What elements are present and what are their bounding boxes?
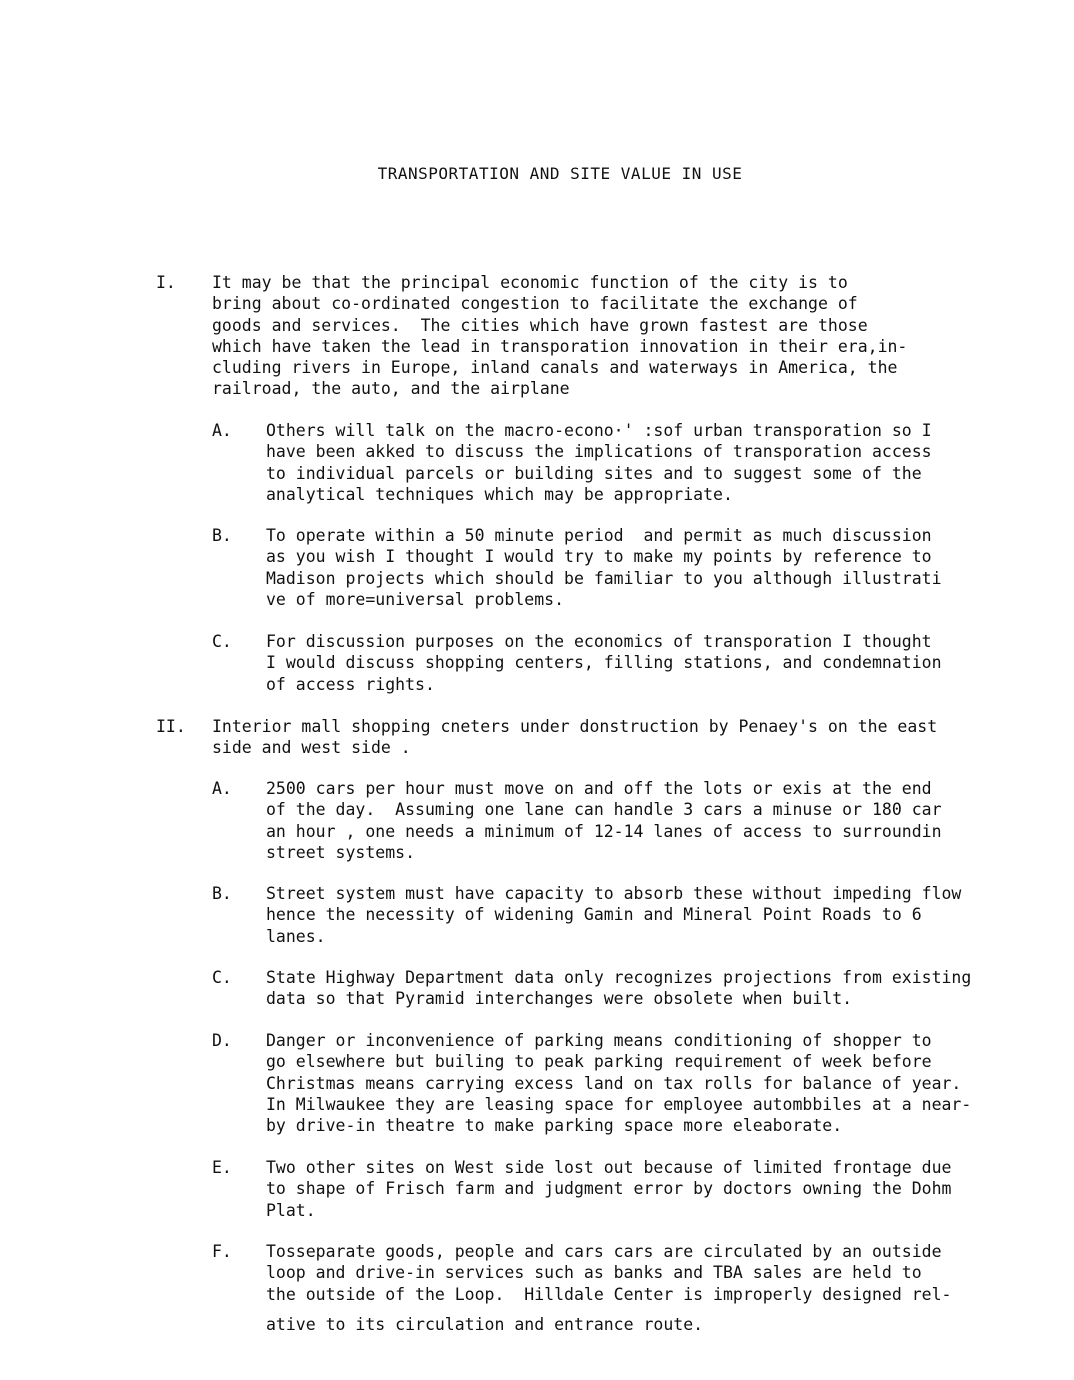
text-line: 2500 cars per hour must move on and off the lots or exis at the end (266, 779, 932, 798)
item-paragraph (266, 420, 932, 505)
text-line: cluding rivers in Europe, inland canals and waterways in America, the (212, 358, 898, 378)
item-letter: B. (212, 884, 232, 903)
text-line: loop and drive-in services such as banks and TBA sales are held to (266, 1263, 922, 1283)
item-paragraph (266, 883, 961, 947)
text-line: For discussion purposes on the economics of transporation I thought (266, 632, 932, 651)
text-line: Tosseparate goods, people and cars cars are circulated by an outside (266, 1242, 942, 1261)
item-paragraph (266, 1241, 951, 1335)
text-line: analytical techniques which may be appropriate. (266, 484, 733, 504)
section-paragraph (212, 272, 907, 400)
item-paragraph (266, 1157, 951, 1221)
text-line: side and west side . (212, 738, 411, 758)
item-letter: C. (212, 632, 232, 651)
text-line: bring about co-ordinated congestion to facilitate the exchange of (212, 294, 858, 314)
item-letter: B. (212, 526, 232, 545)
text-line: Danger or inconvenience of parking means conditioning of shopper to (266, 1031, 932, 1050)
text-line: hence the necessity of widening Gamin and Mineral Point Roads to 6 (266, 905, 922, 925)
page-title: TRANSPORTATION AND SITE VALUE IN USE (377, 164, 743, 183)
text-line: to shape of Frisch farm and judgment error by doctors owning the Dohm (266, 1179, 952, 1199)
item-paragraph (266, 525, 942, 610)
text-line: Christmas means carrying excess land on tax rolls for balance of year. (266, 1073, 962, 1093)
text-line: of access rights. (266, 674, 435, 694)
text-line: In Milwaukee they are leasing space for employee autombbiles at a near- (266, 1094, 972, 1114)
text-line: lanes. (266, 926, 326, 946)
text-line: which have taken the lead in transporation innovation in their era,in- (212, 336, 908, 356)
item-letter: F. (212, 1242, 232, 1261)
text-line: goods and services. The cities which have grown fastest are those (212, 315, 868, 335)
text-line: To operate within a 50 minute period and permit as much discussion (266, 526, 932, 545)
item-paragraph (266, 631, 942, 695)
text-line: Madison projects which should be familiar to you although illustrati (266, 568, 942, 588)
text-line: as you wish I thought I would try to make my points by reference to (266, 547, 932, 567)
text-line: I would discuss shopping centers, filling stations, and condemnation (266, 653, 942, 673)
item-letter: E. (212, 1158, 232, 1177)
text-line: ative to its circulation and entrance route. (266, 1314, 704, 1334)
item-paragraph (266, 1030, 971, 1136)
text-line: the outside of the Loop. Hilldale Center is improperly designed rel- (266, 1284, 952, 1304)
section-number: I. (156, 273, 176, 292)
text-line: ve of more=universal problems. (266, 589, 565, 609)
text-line: It may be that the principal economic function of the city is to (212, 273, 848, 292)
text-line: Interior mall shopping cneters under donstruction by Penaey's on the east (212, 717, 938, 736)
item-paragraph (266, 778, 942, 863)
text-line: of the day. Assuming one lane can handle 3 cars a minuse or 180 car (266, 800, 942, 820)
text-line: have been akked to discuss the implications of transporation access (266, 442, 932, 462)
text-line: go elsewhere but builing to peak parking requirement of week before (266, 1052, 932, 1072)
text-line: State Highway Department data only recognizes projections from existing (266, 968, 972, 987)
text-line: Street system must have capacity to absorb these without impeding flow (266, 884, 962, 903)
item-letter: C. (212, 968, 232, 987)
item-letter: A. (212, 779, 232, 798)
section-paragraph (212, 716, 937, 759)
item-paragraph (266, 967, 971, 1010)
text-line: railroad, the auto, and the airplane (212, 379, 570, 399)
text-line: data so that Pyramid interchanges were obsolete when built. (266, 989, 853, 1009)
text-line: Two other sites on West side lost out because of limited frontage due (266, 1158, 952, 1177)
text-line: by drive-in theatre to make parking space more eleaborate. (266, 1116, 843, 1136)
item-letter: D. (212, 1031, 232, 1050)
text-line: an hour , one needs a minimum of 12-14 lanes of access to surroundin (266, 821, 942, 841)
text-line: Others will talk on the macro-econo·' :sof urban transporation so I (266, 421, 932, 440)
text-line: street systems. (266, 842, 416, 862)
item-letter: A. (212, 421, 232, 440)
text-line: Plat. (266, 1200, 316, 1220)
section-number: II. (156, 717, 186, 736)
text-line: to individual parcels or building sites and to suggest some of the (266, 463, 922, 483)
